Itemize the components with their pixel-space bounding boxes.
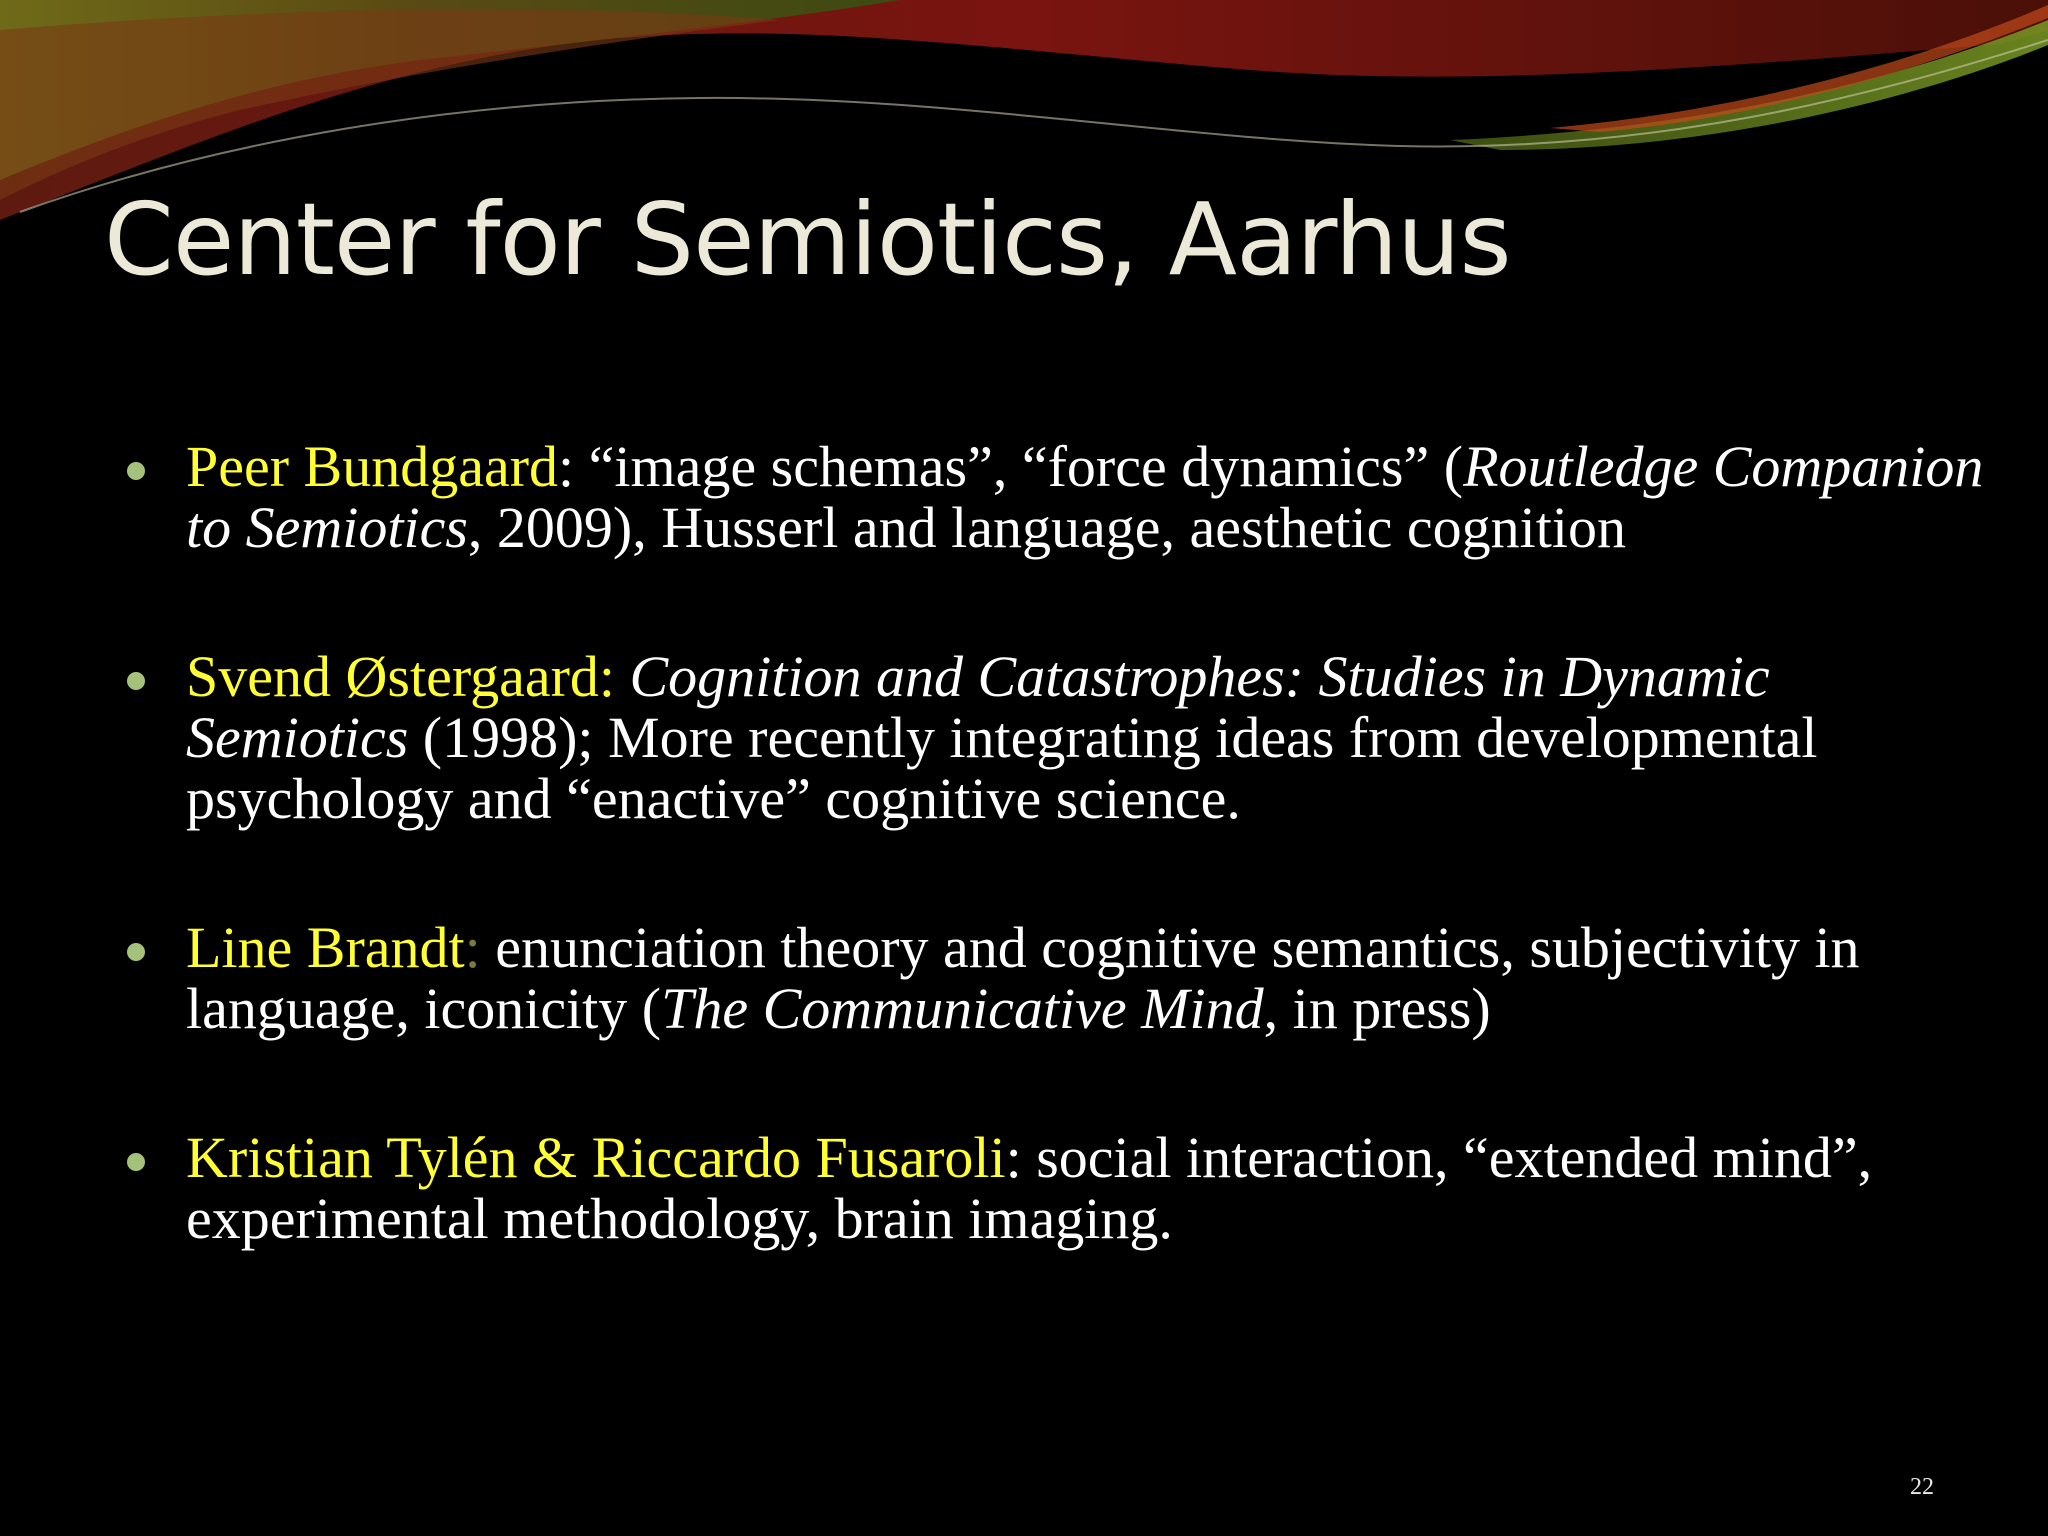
book-title: Cognition and Catastrophes: Studies in Dynamic Semiotics — [186, 644, 1770, 770]
bullet-dot-icon — [127, 462, 145, 480]
bullet-text: enunciation theory and cognitive semantics, subjectivity in language, iconicity ( — [186, 915, 1860, 1041]
researcher-name: Svend Østergaard: — [186, 644, 615, 709]
slide-title: Center for Semiotics, Aarhus — [104, 181, 1511, 298]
researcher-name: Line Brandt — [186, 915, 465, 980]
researcher-name: Peer Bundgaard — [186, 434, 559, 499]
colon-separator: : — [464, 915, 481, 980]
researcher-name: Kristian Tylén & Riccardo Fusaroli — [186, 1125, 1006, 1190]
bullet-dot-icon — [127, 943, 145, 961]
bullet-text: , 2009), Husserl and language, aesthetic cognition — [467, 495, 1626, 560]
bullet-line-brandt — [186, 917, 1986, 1039]
bullet-dot-icon — [127, 1153, 145, 1171]
bullet-text: (1998); More recently integrating ideas from developmental psychology and “enactive” cognitive science. — [186, 705, 1818, 831]
bullet-peer-bundgaard — [186, 436, 1986, 558]
bullet-text: , in press) — [1263, 976, 1491, 1041]
book-title: Routledge Companion to Semiotics — [186, 434, 1984, 560]
bullet-tylen-fusaroli — [186, 1127, 1986, 1249]
book-title: The Communicative Mind — [661, 976, 1264, 1041]
bullet-text: : “image schemas”, “force dynamics” ( — [558, 434, 1464, 499]
bullet-text: : social interaction, “extended mind”, experimental methodology, brain imaging. — [186, 1125, 1873, 1251]
bullet-text — [615, 644, 630, 709]
bullet-dot-icon — [127, 672, 145, 690]
page-number: 22 — [1910, 1474, 1934, 1500]
bullet-list — [186, 436, 1986, 1337]
bullet-svend-ostergaard — [186, 646, 1986, 829]
